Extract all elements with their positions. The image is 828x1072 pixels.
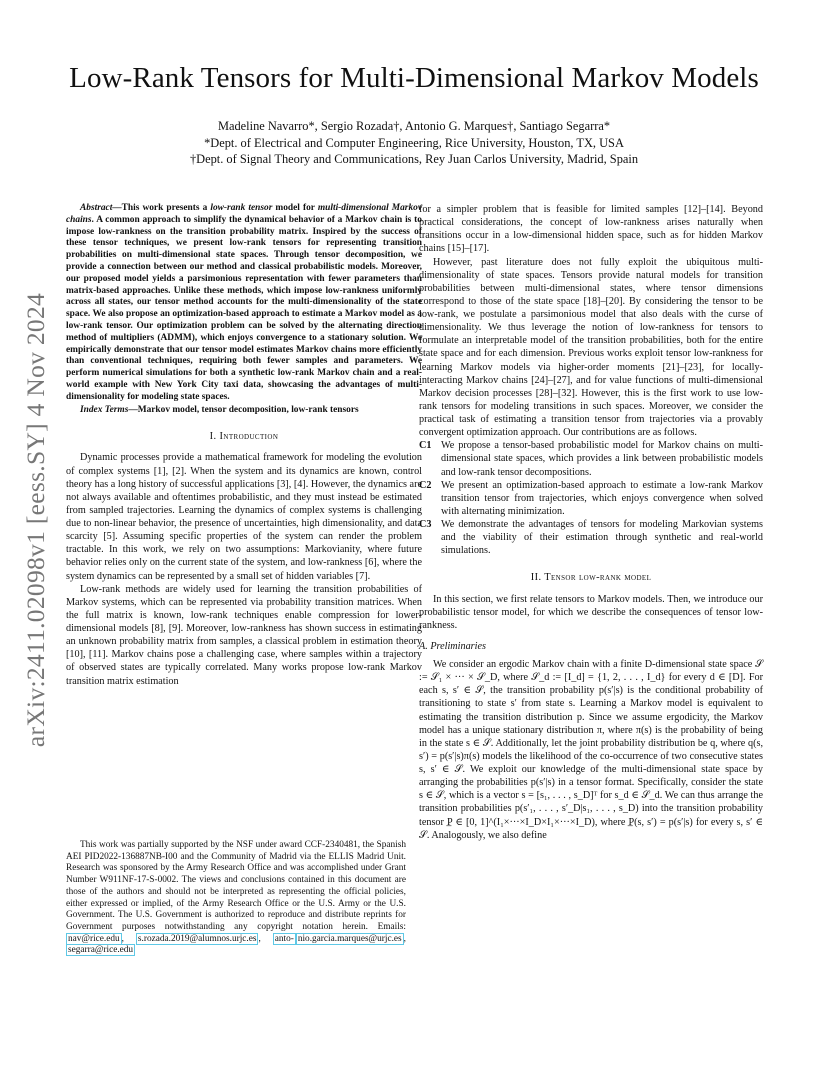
index-terms-text: —Markov model, tensor decomposition, low-rank tensors <box>128 404 359 415</box>
section-1-heading: I. Introduction <box>209 431 279 443</box>
abstract-label: Abstract <box>80 203 113 213</box>
affiliation-2: †Dept. of Signal Theory and Communications, Rey Juan Carlos University, Madrid, Spain <box>189 152 639 166</box>
left-column <box>66 203 422 688</box>
abstract-lead: —This work presents a <box>112 203 211 213</box>
abstract-em2: multi-dimensional Markov chains <box>66 203 422 225</box>
arxiv-identifier <box>18 260 54 780</box>
affiliation-1: *Dept. of Electrical and Computer Engineering, Rice University, Houston, TX, USA <box>204 135 624 150</box>
intro-paragraph-2-cont: for a simpler problem that is feasible for limited samples [12]–[14]. Beyond practical considerations, the concept of low-rankness arises naturally when transitions occur in a low-dimensional hidden space, such as for hidden Markov chains [15]–[17]. <box>419 204 763 255</box>
abstract <box>66 203 422 404</box>
abstract-em1: low-rank tensor <box>210 203 273 213</box>
email-link-marques-part1[interactable]: anto- <box>274 933 294 944</box>
email-link-segarra[interactable]: segarra@rice.edu <box>68 945 134 956</box>
paper-title: Low-Rank Tensors for Multi-Dimensional Markov Models <box>69 62 759 94</box>
author-names: Madeline Navarro*, Sergio Rozada†, Antonio G. Marques†, Santiago Segarra* <box>217 119 611 133</box>
contribution-label: C2 <box>419 479 432 491</box>
email-link-marques-part2[interactable]: nio.garcia.marques@urjc.es <box>297 933 402 944</box>
contribution-text: We present an optimization-based approach to estimate a low-rank Markov transition tensor from trajectories, which enjoys convergence when solved with alternating minimization. <box>441 479 763 517</box>
contribution-label: C1 <box>419 440 432 452</box>
arxiv-identifier-text: arXiv:2411.02098v1 [eess.SY] 4 Nov 2024 <box>21 292 50 748</box>
contribution-text: We propose a tensor-based probabilistic model for Markov chains on multi-dimensional state spaces, which provides a link between probabilistic models and low-rank tensor decompositions. <box>441 440 763 478</box>
index-terms-label: Index Terms <box>80 404 129 415</box>
contribution-c3 <box>419 518 763 557</box>
section-2-intro: In this section, we first relate tensors to Markov models. Then, we introduce our probabilistic tensor model, for which we describe the consequences of tensor low-rankness. <box>419 593 763 631</box>
abstract-mid1: model for <box>272 203 318 213</box>
contribution-text: We demonstrate the advantages of tensors for modeling Markovian systems and the viability of their estimation through synthetic and real-world simulations. <box>441 519 763 557</box>
intro-paragraph-2: Low-rank methods are widely used for learning the transition probabilities of Markov systems, which can be represented via probability transition matrices. When the full matrix is known, low-rank techniques enable compression for lower-dimensional models [8], [9]. Moreover, low-rankness has shown success in estimating an unknown probability matrix from samples, a classical problem in estimation theory [10], [11]. Markov chains pose a challenging case, where samples within a trajectory of observed states are typically correlated. Many works propose low-rank Markov transition matrix estimation <box>66 583 422 687</box>
contribution-c1 <box>419 439 763 478</box>
index-terms <box>66 405 422 417</box>
author-block <box>90 118 738 168</box>
contribution-label: C3 <box>419 519 432 530</box>
contribution-c2 <box>419 479 763 518</box>
funding-footnote: This work was partially supported by the NSF under award CCF-2340481, the Spanish AEI PID2022-136887NB-I00 and the Community of Madrid via the ELLIS Madrid Unit. Research was sponsored by the Army Research Office and was accomplished under Grant Number W911NF-17-S-0002. The views and conclusions contained in this document are those of the authors and should not be interpreted as representing the official policies, either expressed or implied, of the Army Research Office or the U.S. Army or the U.S. Government. The U.S. Government is authorized to reproduce and distribute reprints for Government purposes notwithstanding any copyright notation herein. Emails: nav@rice.edu , s.rozada.2019@alumnos.urjc.es , anto- nio.garcia.marques@urjc.es , segarra@rice.edu <box>66 840 406 956</box>
intro-paragraph-3: However, past literature does not fully exploit the ubiquitous multi-dimensionality of state spaces. Tensors provide natural models for transition probabilities between multi-dimensional states, where tensor dimensions correspond to those of the state space [18]–[20]. By considering the tensor to be low-rank, we postulate a parsimonious model that also deals with the curse of dimensionality. We thus leverage the notion of low-rankness for tensors to formulate an interpretable model of the transition probabilities, both for the entire state space and for each dimension. Previous works exploit tensor low-rankness for learning Markov models via higher-order moments [21]–[23], for locally-interacting Markov chains [24]–[27], and for value functions of multi-dimensional Markov decision processes [28]–[32]. However, this is the first work to use low-rank tensors for modeling transitions in such spaces. Moreover, we consider the practical task of estimating a transition tensor from trajectories via a provably convergent optimization approach. Our contributions are as follows. <box>419 256 763 439</box>
intro-paragraph-1: Dynamic processes provide a mathematical framework for modeling the evolution of complex systems [1], [2]. When the system and its dynamics are known, control theory has a long history of successful applications [3], [4]. However, the dynamics are not always available and oftentimes probabilistic, and they must instead be estimated from sampled trajectories. Learning the dynamics of complex systems is challenging due to non-linear behavior, the presence of uncertainties, high dimensionality, and data scarcity [5]. Assuming specific properties of the system can render the problem tractable. In this work, we rely on two assumptions: Markovianity, where future behavior relies only on the current state of the system, and low-rankness [6], where the system dynamics can be represented by a small set of hidden variables [7]. <box>66 452 422 582</box>
subsection-preliminaries-heading: A. Preliminaries <box>419 640 486 652</box>
preliminaries-paragraph: We consider an ergodic Markov chain with a finite D-dimensional state space 𝒮 := 𝒮₁ × ··· × 𝒮_D, where 𝒮_d := [I_d] = {1, 2, . . . , I_d} for every d ∈ [D]. For each s, s′ ∈ 𝒮, the transition probability p(s′|s) is the conditional probability of transitioning to state s′ from state s. Learning a Markov model is equivalent to estimating the transition distribution p. Since we assume ergodicity, the Markov model has a unique stationary distribution π, where π(s) is the probability of being in the state s ∈ 𝒮. Additionally, let the joint probability distribution be q, where q(s, s′) = p(s′|s)π(s) models the likelihood of the co-occurrence of two consecutive states s, s′ ∈ 𝒮. We exploit our knowledge of the multi-dimensional state space by arranging the probabilities p(s′|s) in a tensor format. Specifically, consider the state s ∈ 𝒮, which is a vector s = [s₁, . . . , s_D]ᵀ for s_d ∈ 𝒮_d. We can thus arrange the transition probabilities p(s′₁, . . . , s′_D|s₁, . . . , s_D) into the transition probability tensor P̲ ∈ [0, 1]^(I₁×···×I_D×I₁×···×I_D), where P̲(s, s′) = p(s′|s) for every s, s′ ∈ 𝒮. Analogously, we also define <box>419 659 763 841</box>
right-column <box>419 203 763 842</box>
abstract-body: . A common approach to simplify the dynamical behavior of a Markov chain is to impose low-rankness on the transition probability matrix. Inspired by the success of these tensor techniques, we present low-rank tensors for representing transition probabilities on multi-dimensional state spaces. Through tensor decomposition, we provide a connection between our method and classical probabilistic models. Moreover, our proposed model yields a parsimonious representation with fewer parameters than matrix-based approaches. Unlike these methods, which impose low-rankness uniformly across all states, our tensor method accounts for the multi-dimensionality of the state space. We also propose an optimization-based approach to estimate a Markov model as a low-rank tensor. Our optimization problem can be solved by the alternating direction method of multipliers (ADMM), which enjoys convergence to a stationary solution. We empirically demonstrate that our tensor model estimates Markov chains more efficiently than conventional techniques, requiring both fewer samples and parameters. We perform numerical simulations for both a synthetic low-rank Markov chain and a real-world example with New York City taxi data, showcasing the advantages of multi-dimensionality for modeling state spaces. <box>66 214 422 402</box>
email-link-navarro[interactable]: nav@rice.edu <box>68 933 120 944</box>
footnote-text: This work was partially supported by the NSF under award CCF-2340481, the Spanish AEI PID2022-136887NB-I00 and the Community of Madrid via the ELLIS Madrid Unit. Research was sponsored by the Army Research Office and was accomplished under Grant Number W911NF-17-S-0002. The views and conclusions contained in this document are those of the authors and should not be interpreted as representing the official policies, either expressed or implied, of the Army Research Office or the U.S. Army or the U.S. Government. The U.S. Government is authorized to reproduce and distribute reprints for Government purposes notwithstanding any copyright notation herein. Emails: <box>66 840 406 932</box>
section-2-heading: II. Tensor low-rank model <box>530 572 652 584</box>
email-link-rozada[interactable]: s.rozada.2019@alumnos.urjc.es <box>137 933 257 944</box>
